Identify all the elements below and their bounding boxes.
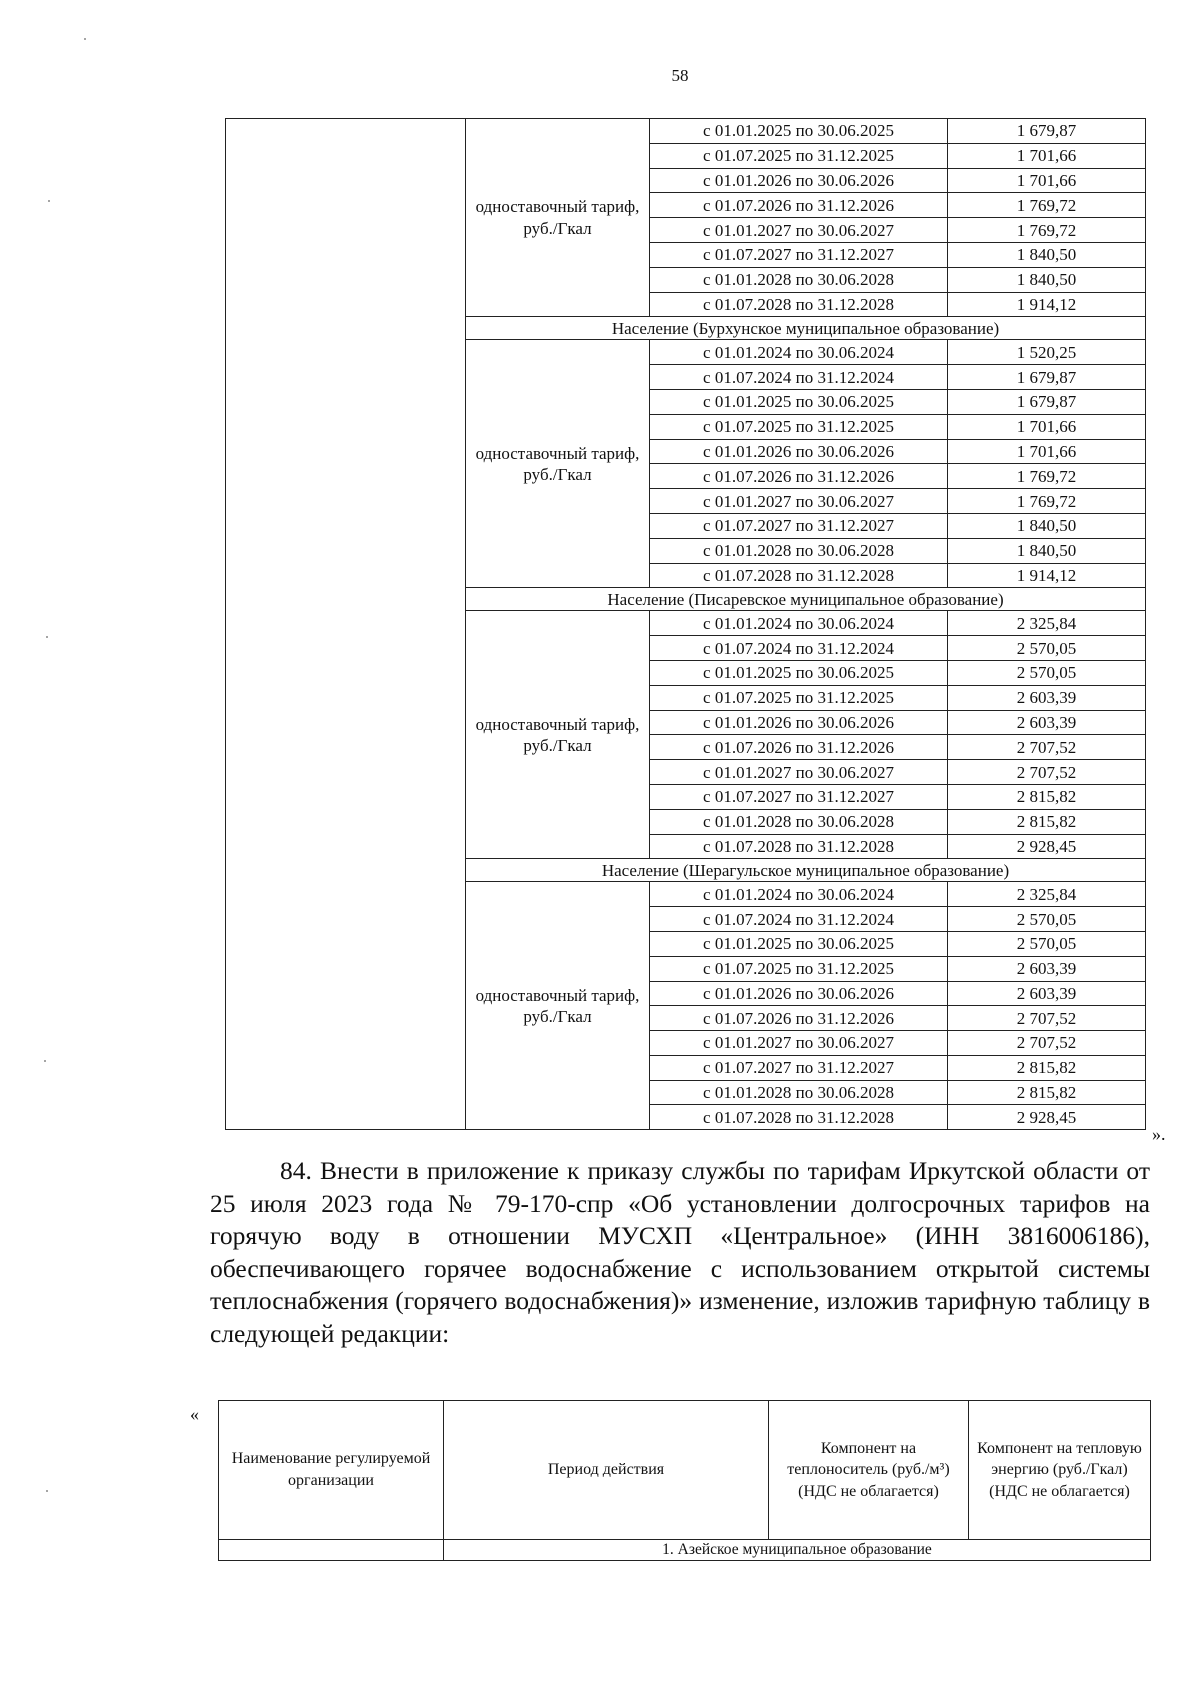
period-cell: с 01.01.2027 по 30.06.2027	[650, 1031, 948, 1056]
tariff-value-cell: 2 815,82	[948, 1080, 1146, 1105]
period-cell: с 01.07.2025 по 31.12.2025	[650, 956, 948, 981]
period-cell: с 01.01.2028 по 30.06.2028	[650, 809, 948, 834]
period-cell: с 01.07.2027 по 31.12.2027	[650, 1055, 948, 1080]
tariff-value-cell: 2 325,84	[948, 882, 1146, 907]
scan-speck	[84, 38, 86, 40]
tariff-value-cell: 2 570,05	[948, 660, 1146, 685]
tariff-value-cell: 1 840,50	[948, 267, 1146, 292]
table-open-quote: «	[190, 1404, 199, 1424]
page-number: 58	[671, 66, 689, 85]
period-cell: с 01.07.2025 по 31.12.2025	[650, 143, 948, 168]
tariff-value-cell: 2 707,52	[948, 760, 1146, 785]
tariff-value-cell: 1 769,72	[948, 193, 1146, 218]
tariff-value-cell: 2 570,05	[948, 931, 1146, 956]
tariff-value-cell: 1 840,50	[948, 513, 1146, 538]
tariff-value-cell: 1 701,66	[948, 414, 1146, 439]
paragraph-text: Внести в приложение к приказу службы по тарифам Иркутской области от 25 июля 2023 года № 79-170-спр «Об установлении долгосрочных тарифов на горячую воду в отношении МУСХП «Центральное» (ИНН 3816006186), обеспечивающего горячее водоснабжение с использованием открытой системы теплоснабжения (горячего водоснабжения)» изменение, изложив тарифную таблицу в следующей редакции:	[210, 1156, 1150, 1348]
organization-cell	[226, 119, 466, 1130]
tariff-value-cell: 2 325,84	[948, 611, 1146, 636]
group-title: Население (Бурхунское муниципальное образование)	[466, 317, 1146, 340]
tariff-table	[225, 118, 1146, 1130]
period-cell: с 01.07.2028 по 31.12.2028	[650, 834, 948, 859]
period-cell: с 01.07.2028 по 31.12.2028	[650, 563, 948, 588]
paragraph-number: 84.	[280, 1156, 312, 1185]
scan-speck	[46, 1490, 48, 1492]
tariff-type-cell: одноставочный тариф, руб./Гкал	[466, 611, 650, 859]
period-cell: с 01.07.2027 по 31.12.2027	[650, 784, 948, 809]
period-cell: с 01.01.2026 по 30.06.2026	[650, 710, 948, 735]
group-title: Население (Шерагульское муниципальное образование)	[466, 859, 1146, 882]
period-cell: с 01.01.2028 по 30.06.2028	[650, 267, 948, 292]
period-cell: с 01.07.2026 по 31.12.2026	[650, 193, 948, 218]
header-period: Период действия	[444, 1401, 769, 1540]
tariff-type-cell: одноставочный тариф, руб./Гкал	[466, 882, 650, 1130]
tariff-value-cell: 2 815,82	[948, 1055, 1146, 1080]
period-cell: с 01.07.2025 по 31.12.2025	[650, 414, 948, 439]
period-cell: с 01.01.2026 по 30.06.2026	[650, 439, 948, 464]
hot-water-tariff-table	[218, 1400, 1151, 1561]
tariff-value-cell: 2 603,39	[948, 956, 1146, 981]
period-cell: с 01.01.2024 по 30.06.2024	[650, 340, 948, 365]
period-cell: с 01.01.2025 по 30.06.2025	[650, 660, 948, 685]
tariff-value-cell: 1 840,50	[948, 538, 1146, 563]
tariff-value-cell: 1 679,87	[948, 365, 1146, 390]
section-title: 1. Азейское муниципальное образование	[444, 1540, 1151, 1561]
period-cell: с 01.01.2025 по 30.06.2025	[650, 119, 948, 144]
table-row	[226, 119, 1146, 144]
tariff-value-cell: 1 769,72	[948, 218, 1146, 243]
period-cell: с 01.01.2028 по 30.06.2028	[650, 1080, 948, 1105]
paragraph-84	[210, 1155, 1150, 1350]
header-organization: Наименование регулируемой организации	[219, 1401, 444, 1540]
tariff-value-cell: 1 701,66	[948, 439, 1146, 464]
scan-speck	[44, 1060, 46, 1062]
header-coolant-component: Компонент на теплоноситель (руб./м³) (НДС не облагается)	[769, 1401, 969, 1540]
period-cell: с 01.01.2025 по 30.06.2025	[650, 931, 948, 956]
period-cell: с 01.01.2026 по 30.06.2026	[650, 168, 948, 193]
period-cell: с 01.07.2026 по 31.12.2026	[650, 1006, 948, 1031]
tariff-value-cell: 2 707,52	[948, 1031, 1146, 1056]
period-cell: с 01.07.2028 по 31.12.2028	[650, 1105, 948, 1130]
tariff-value-cell: 2 707,52	[948, 735, 1146, 760]
tariff-value-cell: 2 603,39	[948, 710, 1146, 735]
tariff-value-cell: 2 603,39	[948, 685, 1146, 710]
tariff-value-cell: 1 769,72	[948, 464, 1146, 489]
table2-header-row	[219, 1401, 1151, 1540]
period-cell: с 01.07.2027 по 31.12.2027	[650, 513, 948, 538]
tariff-value-cell: 2 928,45	[948, 834, 1146, 859]
tariff-value-cell: 2 570,05	[948, 636, 1146, 661]
period-cell: с 01.07.2024 по 31.12.2024	[650, 365, 948, 390]
header-heat-component: Компонент на тепловую энергию (руб./Гкал) (НДС не облагается)	[969, 1401, 1151, 1540]
period-cell: с 01.01.2024 по 30.06.2024	[650, 611, 948, 636]
period-cell: с 01.01.2027 по 30.06.2027	[650, 489, 948, 514]
period-cell: с 01.07.2026 по 31.12.2026	[650, 735, 948, 760]
period-cell: с 01.07.2024 по 31.12.2024	[650, 907, 948, 932]
period-cell: с 01.01.2027 по 30.06.2027	[650, 218, 948, 243]
tariff-value-cell: 1 914,12	[948, 292, 1146, 317]
tariff-value-cell: 1 701,66	[948, 143, 1146, 168]
period-cell: с 01.01.2028 по 30.06.2028	[650, 538, 948, 563]
tariff-value-cell: 2 570,05	[948, 907, 1146, 932]
group-title: Население (Писаревское муниципальное образование)	[466, 588, 1146, 611]
period-cell: с 01.07.2024 по 31.12.2024	[650, 636, 948, 661]
period-cell: с 01.07.2027 по 31.12.2027	[650, 242, 948, 267]
table2-section-row	[219, 1540, 1151, 1561]
tariff-value-cell: 1 679,87	[948, 119, 1146, 144]
tariff-type-cell: одноставочный тариф, руб./Гкал	[466, 340, 650, 588]
tariff-type-cell: одноставочный тариф, руб./Гкал	[466, 119, 650, 317]
tariff-value-cell: 1 769,72	[948, 489, 1146, 514]
period-cell: с 01.01.2025 по 30.06.2025	[650, 389, 948, 414]
tariff-value-cell: 1 914,12	[948, 563, 1146, 588]
tariff-table-body	[226, 119, 1146, 1130]
period-cell: с 01.07.2028 по 31.12.2028	[650, 292, 948, 317]
section-blank-cell	[219, 1540, 444, 1561]
tariff-value-cell: 2 815,82	[948, 784, 1146, 809]
tariff-value-cell: 2 928,45	[948, 1105, 1146, 1130]
tariff-value-cell: 1 840,50	[948, 242, 1146, 267]
period-cell: с 01.01.2026 по 30.06.2026	[650, 981, 948, 1006]
period-cell: с 01.07.2025 по 31.12.2025	[650, 685, 948, 710]
tariff-value-cell: 1 679,87	[948, 389, 1146, 414]
scan-speck	[48, 200, 50, 202]
tariff-value-cell: 2 707,52	[948, 1006, 1146, 1031]
period-cell: с 01.01.2027 по 30.06.2027	[650, 760, 948, 785]
scan-speck	[46, 636, 48, 638]
period-cell: с 01.01.2024 по 30.06.2024	[650, 882, 948, 907]
tariff-value-cell: 2 603,39	[948, 981, 1146, 1006]
period-cell: с 01.07.2026 по 31.12.2026	[650, 464, 948, 489]
tariff-value-cell: 2 815,82	[948, 809, 1146, 834]
tariff-value-cell: 1 520,25	[948, 340, 1146, 365]
table-close-quote: ».	[1152, 1124, 1166, 1144]
tariff-value-cell: 1 701,66	[948, 168, 1146, 193]
